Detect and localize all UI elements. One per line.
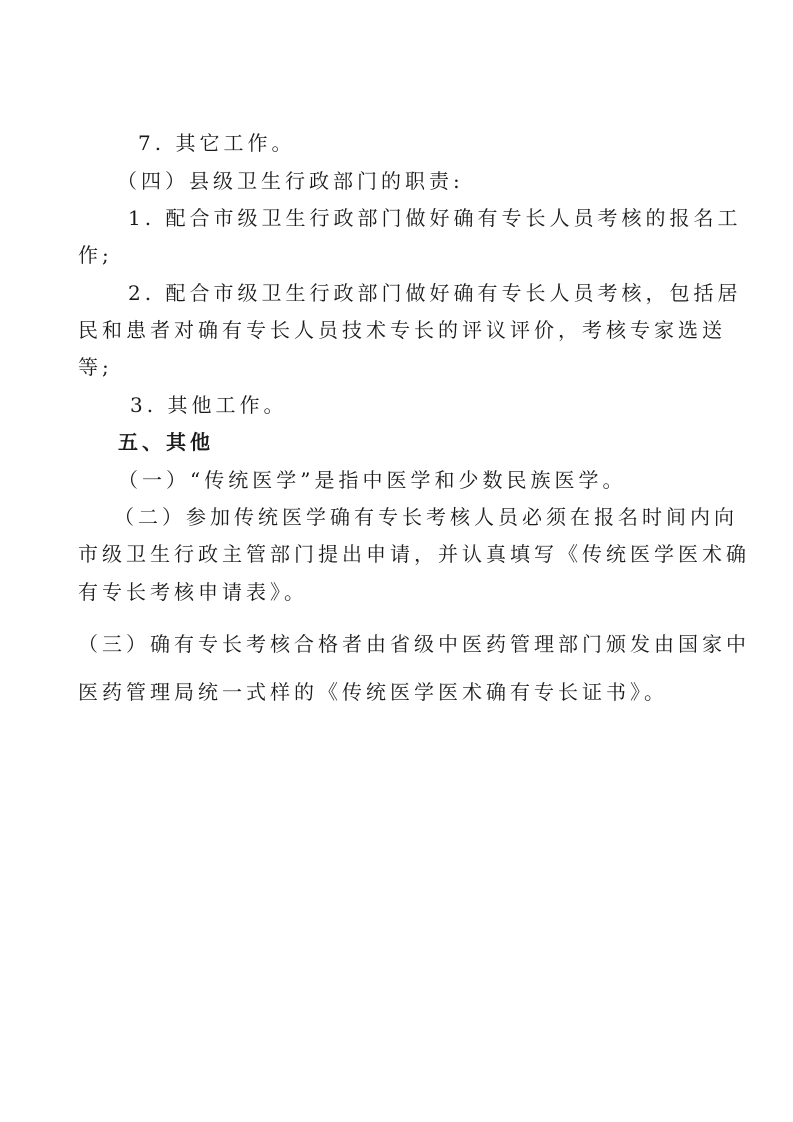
- section-5-item-2-line-2: 市级卫生行政主管部门提出申请，并认真填写《传统医学医术确: [78, 542, 750, 566]
- section-5-item-3-line-1: （三）确有专长考核合格者由省级中医药管理部门颁发由国家中: [78, 632, 750, 656]
- section-4-heading: （四）县级卫生行政部门的职责:: [117, 169, 464, 193]
- section-4-item-2-line-2: 民和患者对确有专长人员技术专长的评议评价，考核专家选送: [78, 318, 726, 342]
- section-4-item-1-line-2: 作;: [78, 243, 113, 267]
- section-4-item-2-line-3: 等;: [78, 355, 113, 379]
- section-5-item-2-line-3: 有专长考核申请表》。: [78, 580, 308, 604]
- section-4-item-3: 3. 其他工作。: [130, 393, 288, 417]
- section-5-heading: 五、其他: [118, 430, 214, 454]
- section-4-item-2-line-1: 2. 配合市级卫生行政部门做好确有专长人员考核，包括居: [128, 281, 742, 305]
- section-5-item-3-line-2: 医药管理局统一式样的《传统医学医术确有专长证书》。: [78, 680, 668, 704]
- section-4-item-1-line-1: 1. 配合市级卫生行政部门做好确有专长人员考核的报名工: [128, 206, 742, 230]
- section-5-item-1: （一）“传统医学”是指中医学和少数民族医学。: [118, 468, 627, 492]
- section-5-item-2-line-1: （二）参加传统医学确有专长考核人员必须在报名时间内向: [114, 505, 738, 529]
- item-7-other-work: 7. 其它工作。: [138, 131, 296, 155]
